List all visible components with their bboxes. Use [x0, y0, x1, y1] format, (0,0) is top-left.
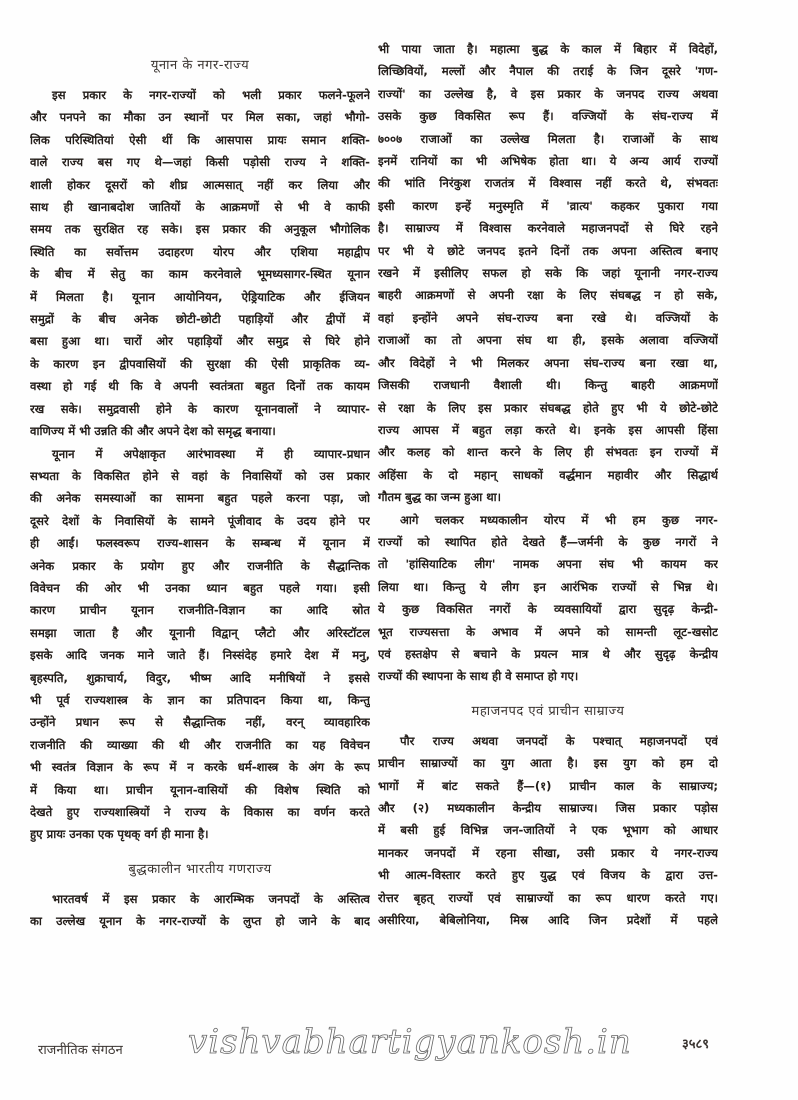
text-line: दूसरे देशों के निवासियों के सामने पूंजीवाद के उदय होने पर — [30, 513, 370, 528]
text-line: राज्यों को स्थापित होते देखते हैं—जर्मनी के कुछ नगरों ने — [378, 534, 718, 549]
text-line: पर भी ये छोटे जनपद इतने दिनों तक अपना अस्तित्व बनाए — [378, 243, 718, 258]
text-line: बाहरी आक्रमणों से अपनी रक्षा के लिए संघबद्ध न हो सके, — [378, 288, 718, 303]
text-line: भागों में बांट सकते हैं—(१) प्राचीन काल के साम्राज्य; — [378, 778, 718, 793]
text-line: और (२) मध्यकालीन केन्द्रीय साम्राज्य। जिस प्रकार पड़ोस — [378, 801, 718, 815]
text-line: गौतम बुद्ध का जन्म हुआ था। — [378, 490, 502, 505]
text-line: लिक परिस्थितियां ऐसी थीं कि आसपास प्रायः समान शक्ति- — [30, 132, 370, 147]
text-line: रख सके। समुद्रवासी होने के कारण यूनानवालों ने व्यापार- — [30, 401, 370, 416]
text-line: समुद्रों के बीच अनेक छोटी-छोटी पहाड़ियों और द्वीपों में — [30, 312, 370, 327]
text-line: प्राचीन साम्राज्यों का युग आता है। इस युग को हम दो — [378, 756, 718, 771]
text-line: का उल्लेख यूनान के नगर-राज्यों के लुप्त हो जाने के बाद — [30, 914, 370, 929]
paragraph — [378, 38, 718, 509]
text-line: उसके कुछ विकसित रूप हैं। वज्जियों के संघ-राज्य में — [378, 109, 718, 124]
text-line: और कलह को शान्त करने के लिए ही संभवतः इन राज्यों में — [378, 445, 718, 460]
text-line: वहां इन्होंने अपने संघ-राज्य बना रखे थे। वज्जियों के — [378, 310, 718, 325]
paragraph — [378, 509, 718, 688]
text-line: के बीच में सेतु का काम करनेवाले भूमध्यसागर-स्थित यूनान — [30, 267, 370, 282]
text-line: आगे चलकर मध्यकालीन योरप में भी हम कुछ नगर- — [400, 512, 718, 527]
text-line: तो 'हांसियाटिक लीग' नामक अपना संघ भी कायम कर — [378, 557, 718, 572]
section-heading-buddhist-republics: बुद्धकालीन भारतीय गणराज्य — [128, 861, 272, 877]
text-line: शाली होकर दूसरों को शीघ्र आत्मसात् नहीं कर लिया और — [30, 177, 370, 192]
paragraph — [30, 443, 370, 846]
text-line: वस्था हो गई थी कि वे अपनी स्वतंत्रता बहुत दिनों तक कायम — [30, 379, 370, 394]
text-line: है। साम्राज्य में विश्वास करनेवाले महाजनपदों से घिरे रहने — [378, 221, 718, 236]
text-line: हुए प्रायः उनका एक पृथक् वर्ग ही माना है। — [30, 827, 209, 842]
text-line: मानकर जनपदों में रहना सीखा, उसी प्रकार ये नगर-राज्य — [378, 845, 718, 860]
text-line: में किया था। प्राचीन यूनान-वासियों की विशेष स्थिति को — [30, 782, 370, 797]
text-line: भी पाया जाता है। महात्मा बुद्ध के काल में बिहार में विदेहों, — [378, 42, 718, 56]
text-line: रखने में इसीलिए सफल हो सके कि जहां यूनानी नगर-राज्य — [378, 266, 718, 281]
text-line: असीरिया, बेबिलोनिया, मिस्र आदि जिन प्रदेशों में पहले — [378, 913, 718, 928]
paragraph — [378, 730, 718, 932]
paragraph — [30, 84, 370, 443]
section-heading-greek-city-states: यूनान के नगर-राज्य — [150, 58, 250, 73]
text-line: बसा हुआ था। चारों ओर पहाड़ियों और समुद्र से घिरे होने — [30, 334, 370, 349]
text-line: ७००७ राजाओं का उल्लेख मिलता है। राजाओं के साथ — [378, 131, 718, 146]
text-line: अहिंसा के दो महान् साधकों वर्द्धमान महावीर और सिद्धार्थ — [378, 467, 718, 482]
text-line: रोत्तर बृहत् राज्यों एवं साम्राज्यों का रूप धारण करते गए। — [378, 890, 718, 905]
text-line: समय तक सुरक्षित रह सके। इस प्रकार की अनुकूल भौगोलिक — [30, 222, 370, 237]
text-line: एवं हस्तक्षेप से बचाने के प्रयत्न मात्र थे और सुदृढ़ केन्द्रीय — [378, 646, 718, 661]
text-line: इसी कारण इन्हें मनुस्मृति में 'व्रात्य' कहकर पुकारा गया — [378, 198, 718, 213]
text-line: राजनीति की व्याख्या की थी और राजनीति का यह विवेचन — [30, 737, 370, 752]
text-line: राज्यों की स्थापना के साथ ही वे समाप्त हो गए। — [378, 669, 579, 684]
text-line: और पनपने का मौका उन स्थानों पर मिल सका, जहां भौगो- — [30, 110, 370, 125]
paragraph — [30, 888, 370, 933]
text-line: राज्यों' का उल्लेख है, वे इस प्रकार के जनपद राज्य अथवा — [378, 86, 718, 101]
text-line: लिच्छिवियों, मल्लों और नैपाल की तराई के जिन दूसरे 'गण- — [378, 64, 718, 79]
text-line: विवेचन की ओर भी उनका ध्यान बहुत पहले गया। इसी — [30, 580, 370, 595]
text-line: इस प्रकार के नगर-राज्यों को भली प्रकार फलने-फूलने — [52, 88, 370, 102]
text-line: यूनान में अपेक्षाकृत आरंभावस्था में ही व्यापार-प्रधान — [52, 446, 370, 461]
text-line: अनेक प्रकार के प्रयोग हुए और राजनीति के सैद्धान्तिक — [30, 558, 370, 573]
text-line: में मिलता है। यूनान आयोनियन, ऐड्रियाटिक और ईजियन — [30, 289, 370, 304]
page-number: ३५८९ — [682, 1037, 710, 1052]
text-line: भी आत्म-विस्तार करते हुए युद्ध एवं विजय के द्वारा उत्त- — [378, 868, 718, 883]
text-line: की अनेक समस्याओं का सामना बहुत पहले करना पड़ा, जो — [30, 491, 370, 506]
text-line: बृहस्पति, शुक्राचार्य, विदुर, भीष्म आदि मनीषियों ने इससे — [30, 670, 370, 685]
text-line: के कारण इन द्वीपवासियों की सुरक्षा की ऐसी प्राकृतिक व्य- — [30, 356, 370, 371]
text-line: स्थिति का सर्वोत्तम उदाहरण योरप और एशिया महाद्वीप — [30, 244, 370, 259]
text-line: देखते हुए राज्यशास्त्रियों ने राज्य के विकास का वर्णन करते — [30, 805, 370, 819]
text-line: लिया था। किन्तु ये लीग इन आरंभिक राज्यों से भिन्न थे। — [378, 579, 718, 594]
text-line: से रक्षा के लिए इस प्रकार संघबद्ध होते हुए भी ये छोटे-छोटे — [378, 400, 718, 415]
text-line: भूत राज्यसत्ता के अभाव में अपने को सामन्ती लूट-खसोट — [378, 624, 718, 639]
right-column — [378, 38, 718, 931]
text-line: इसके आदि जनक माने जाते हैं। निस्संदेह हमारे देश में मनु, — [30, 648, 370, 663]
text-line: भी स्वतंत्र विज्ञान के रूप में न करके धर्म-शास्त्र के अंग के रूप — [30, 760, 370, 775]
text-line: भारतवर्ष में इस प्रकार के आरम्भिक जनपदों के अस्तित्व — [52, 891, 370, 906]
text-line: की भांति निरंकुश राजतंत्र में विश्वास नहीं करते थे, संभवतः — [378, 176, 718, 191]
text-line: जिसकी राजधानी वैशाली थी। किन्तु बाहरी आक्रमणों — [378, 378, 718, 393]
text-line: पौर राज्य अथवा जनपदों के पश्चात् महाजनपदों एवं — [400, 733, 718, 748]
text-line: वाले राज्य बस गए थे—जहां किसी पड़ोसी राज्य ने शक्ति- — [30, 155, 370, 170]
text-line: उन्होंने प्रधान रूप से सैद्धान्तिक नहीं, वरन् व्यावहारिक — [30, 715, 370, 730]
text-line: कारण प्राचीन यूनान राजनीति-विज्ञान का आदि स्रोत — [30, 603, 370, 618]
section-heading-mahajanapadas: महाजनपद एवं प्राचीन साम्राज्य — [471, 703, 625, 719]
text-line: सभ्यता के विकसित होने से वहां के निवासियों को उस प्रकार — [30, 468, 370, 483]
text-line: राज्य आपस में बहुत लड़ा करते थे। इनके इस आपसी हिंसा — [378, 422, 718, 437]
running-footer-title: राजनीतिक संगठन — [38, 1043, 123, 1058]
text-line: भी पूर्व राज्यशास्त्र के ज्ञान का प्रतिपादन किया था, किन्तु — [30, 692, 370, 707]
watermark: vishvabhartigyankosh.in — [188, 1022, 632, 1062]
text-line: में बसी हुई विभिन्न जन-जातियों ने एक भूभाग को आधार — [378, 823, 718, 838]
text-line: साथ ही खानाबदोश जातियों के आक्रमणों से भी वे काफी — [30, 200, 370, 215]
text-line: इनमें रानियों का भी अभिषेक होता था। ये अन्य आर्य राज्यों — [378, 154, 718, 169]
left-column — [30, 56, 370, 933]
text-line: और विदेहों ने भी मिलकर अपना संघ-राज्य बना रखा था, — [378, 355, 718, 370]
text-line: राजाओं का तो अपना संघ था ही, इसके अलावा वज्जियों — [378, 333, 718, 348]
text-line: ही आईं। फलस्वरूप राज्य-शासन के सम्बन्ध में यूनान में — [30, 536, 370, 551]
text-line: वाणिज्य में भी उन्नति की और अपने देश को समृद्ध बनाया। — [30, 424, 276, 439]
text-line: समझा जाता है और यूनानी विद्वान् प्लैटो और अरिस्टॉटल — [30, 625, 370, 640]
text-line: ये कुछ विकसित नगरों के व्यवसायियों द्वारा सुदृढ़ केन्द्री- — [378, 602, 718, 617]
